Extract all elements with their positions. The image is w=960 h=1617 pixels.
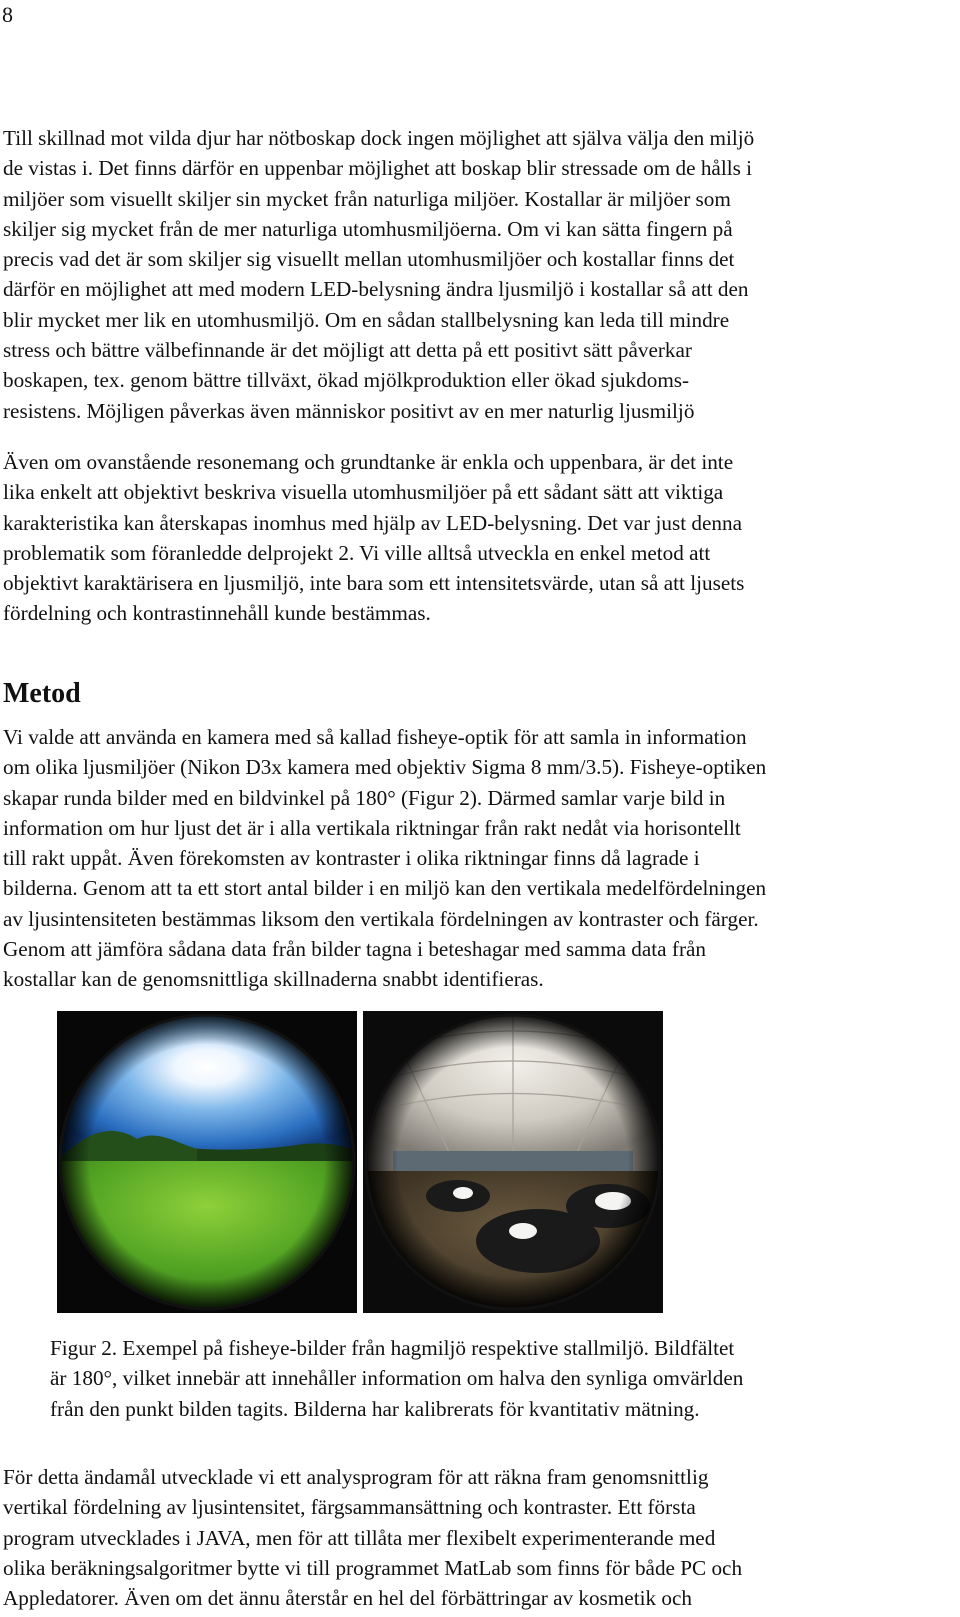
text-line: blir mycket mer lik en utomhusmiljö. Om en sådan stallbelysning kan leda till mindre: [3, 307, 730, 332]
section-heading-metod: Metod: [3, 678, 81, 709]
text-line: resistens. Möjligen påverkas även människor positivt av en mer naturlig ljusmiljö: [3, 398, 695, 423]
text-line: bilderna. Genom att ta ett stort antal bilder i en miljö kan den vertikala medelfördelningen: [3, 876, 767, 901]
text-line: till rakt uppåt. Även förekomsten av kontraster i olika riktningar finns då lagrade i: [3, 846, 700, 871]
text-line: skiljer sig mycket från de mer naturliga utomhusmiljöerna. Om vi kan sätta fingern på: [3, 216, 733, 241]
caption-line: från den punkt bilden tagits. Bilderna har kalibrerats för kvantitativ mätning.: [50, 1396, 700, 1421]
text-line: Även om ovanstående resonemang och grundtanke är enkla och uppenbara, är det inte: [3, 450, 734, 474]
text-line: stress och bättre välbefinnande är det möjligt att detta på ett positivt sätt påverkar: [3, 338, 692, 363]
text-line: av ljusintensiteten bestämmas liksom den vertikala fördelningen av kontraster och färger.: [3, 906, 759, 931]
text-line: fördelning och kontrastinnehåll kunde bestämmas.: [3, 601, 431, 626]
text-line: lika enkelt att objektivt beskriva visuella utomhusmiljöer på ett sådant sätt att viktiga: [3, 480, 724, 505]
text-line: om olika ljusmiljöer (Nikon D3x kamera med objektiv Sigma 8 mm/3.5). Fisheye-optiken: [3, 755, 767, 780]
figure-caption: [50, 1333, 930, 1424]
text-line: olika beräkningsalgoritmer bytte vi till programmet MatLab som finns för både PC och: [3, 1555, 743, 1580]
text-line: Genom att jämföra sådana data från bilder tagna i beteshagar med samma data från: [3, 937, 706, 962]
method-paragraph: [3, 722, 955, 995]
text-line: information om hur ljust det är i alla vertikala riktningar från rakt nedåt via horisontellt: [3, 815, 741, 840]
analysis-paragraph: [3, 1462, 955, 1613]
text-line: vertikal fördelning av ljusintensitet, färgsammansättning och kontraster. Ett första: [3, 1495, 696, 1520]
text-line: problematik som föranledde delprojekt 2. Vi ville alltså utveckla en enkel metod att: [3, 540, 711, 565]
fisheye-barn-photo: [363, 1011, 663, 1313]
page-number: 8: [2, 2, 13, 27]
text-line: boskapen, tex. genom bättre tillväxt, ökad mjölkproduktion eller ökad sjukdoms-: [3, 368, 690, 393]
text-line: Till skillnad mot vilda djur har nötboskap dock ingen möjlighet att själva välja den miljö: [3, 126, 755, 150]
text-line: därför en möjlighet att med modern LED-belysning ändra ljusmiljö i kostallar så att den: [3, 277, 749, 302]
text-line: kostallar kan de genomsnittliga skillnaderna snabbt identifieras.: [3, 967, 544, 992]
fisheye-pasture-photo: [57, 1011, 357, 1313]
text-line: program utvecklades i JAVA, men för att tillåta mer flexibelt experimenterande med: [3, 1525, 716, 1550]
second-paragraph: [3, 447, 955, 629]
text-line: objektivt karaktärisera en ljusmiljö, inte bara som ett intensitetsvärde, utan så att ljusets: [3, 571, 745, 596]
text-line: skapar runda bilder med en bildvinkel på 180° (Figur 2). Därmed samlar varje bild in: [3, 785, 726, 810]
intro-paragraph: [3, 123, 955, 426]
caption-line: är 180°, vilket innebär att innehåller information om halva den synliga omvärlden: [50, 1366, 744, 1391]
caption-line: Figur 2. Exempel på fisheye-bilder från hagmiljö respektive stallmiljö. Bildfältet: [50, 1336, 735, 1360]
text-line: Appledatorer. Även om det ännu återstår en hel del förbättringar av kosmetik och: [3, 1586, 692, 1611]
text-line: karakteristika kan återskapas inomhus med hjälp av LED-belysning. Det var just denna: [3, 510, 742, 535]
text-line: precis vad det är som skiljer sig visuellt mellan utomhusmiljöer och kostallar finns det: [3, 247, 735, 272]
text-line: Vi valde att använda en kamera med så kallad fisheye-optik för att samla in information: [3, 725, 747, 749]
text-line: de vistas i. Det finns därför en uppenbar möjlighet att boskap blir stressade om de hålls i: [3, 156, 753, 181]
text-line: miljöer som visuellt skiljer sin mycket från naturliga miljöer. Kostallar är miljöer som: [3, 186, 731, 211]
text-line: För detta ändamål utvecklade vi ett analysprogram för att räkna fram genomsnittlig: [3, 1465, 709, 1489]
